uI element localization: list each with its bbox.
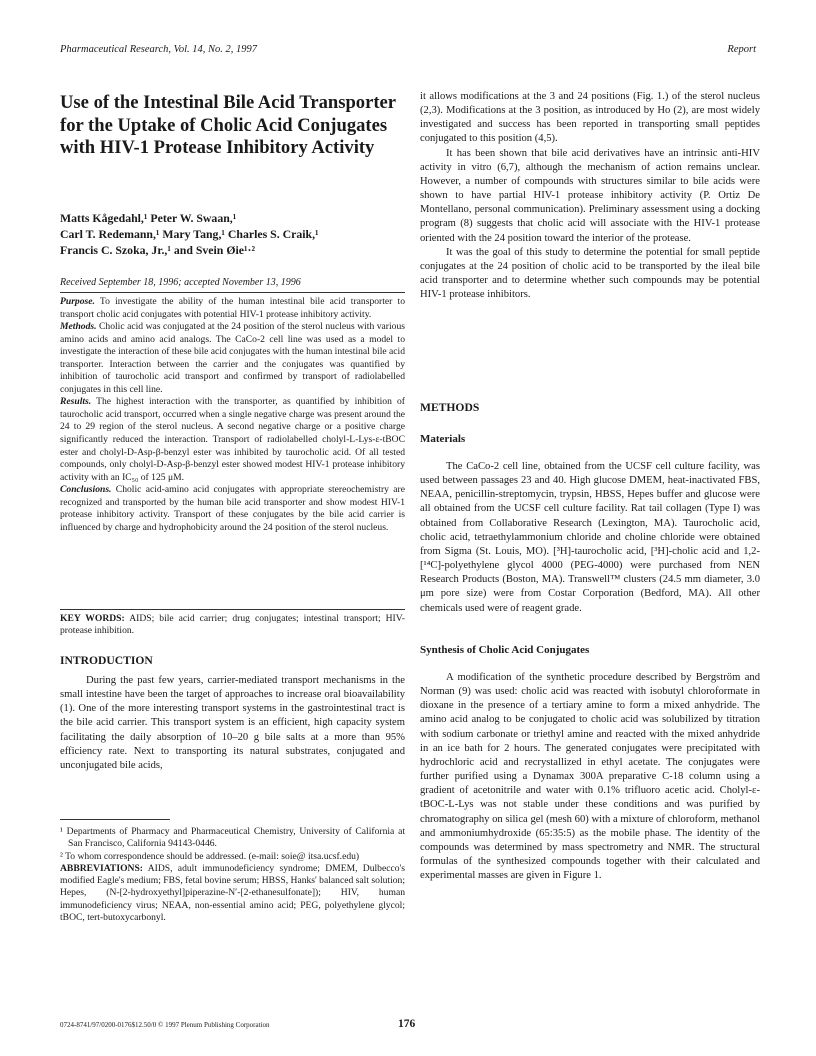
purpose-label: Purpose.	[60, 296, 95, 307]
author-line: Matts Kågedahl,¹ Peter W. Swaan,¹	[60, 211, 237, 225]
abbreviations-text: AIDS, adult immunodeficiency syndrome; DMEM, Dulbecco's modified Eagle's medium; FBS, fetal bovine serum; HBSS, Hanks' balanced salt solution; Hepes, (N-[2-hydroxyethyl]piperazine-N′-[2-ethanesulfonate]); HIV, human immunodeficiency virus; NEAA, non-essential amino acid; PEG, polyethylene glycol; tBOC, tert-butoxycarbonyl.	[60, 862, 405, 924]
author-list	[60, 210, 405, 258]
journal-header: Pharmaceutical Research, Vol. 14, No. 2, 1997	[60, 44, 258, 55]
copyright-line: 0724-8741/97/0200-0176$12.50/0 © 1997 Plenum Publishing Corporation	[60, 1021, 270, 1029]
abbreviations-label: ABBREVIATIONS:	[60, 862, 143, 874]
keywords-top-rule	[60, 609, 405, 610]
materials-heading: Materials	[420, 433, 466, 445]
keywords	[60, 613, 405, 638]
methods-heading: METHODS	[420, 401, 480, 414]
footnote-2: ² To whom correspondence should be addressed. (e-mail: soie@ itsa.ucsf.edu)	[60, 850, 360, 862]
synthesis-section	[420, 671, 760, 883]
paper-title: Use of the Intestinal Bile Acid Transporter for the Uptake of Cholic Acid Conjugates with HIV-1 Protease Inhibitory Activity	[60, 92, 396, 158]
received-date: Received September 18, 1996; accepted November 13, 1996	[60, 277, 301, 288]
page-number: 176	[398, 1018, 416, 1030]
synthesis-heading: Synthesis of Cholic Acid Conjugates	[420, 644, 590, 656]
footnotes	[60, 826, 405, 924]
introduction-heading: INTRODUCTION	[60, 654, 153, 667]
intro-paragraph-3: It was the goal of this study to determine the potential for small peptide conjugates at the 24 position of cholic acid to be transported by the ileal bile acid transporter and to determine whether such compounds may be potential HIV-1 protease inhibitors.	[420, 246, 760, 301]
introduction-paragraph: During the past few years, carrier-mediated transport mechanisms in the small intestine have been the target of approaches to increase oral bioavailability (1). One of the more interesting transport systems in the gastrointestinal tract is the bile acid carrier. This transport system is an efficient, high capacity system facilitating the daily absorption of 10–20 g bile salts at a more than 95% efficiency rate. Next to transporting its natural substrates, conjugated and unconjugated bile acids,	[60, 675, 405, 771]
conclusions-text: Cholic acid-amino acid conjugates with appropriate stereochemistry are recognized and transported by the human bile acid transporter and show modest HIV-1 protease inhibitory activity. Transport of these conjugates by the bile acid carrier is influenced by charge and hydrophobicity around the 24 position of the sterol nucleus.	[60, 484, 405, 533]
materials-section	[420, 460, 760, 616]
purpose-text: To investigate the ability of the human intestinal bile acid transporter to transport cholic acid conjugates with potential HIV-1 protease inhibitory activity.	[60, 296, 405, 320]
author-line: Francis C. Szoka, Jr.,¹ and Svein Øie¹·²	[60, 243, 256, 257]
author-line: Carl T. Redemann,¹ Mary Tang,¹ Charles S. Craik,¹	[60, 227, 319, 241]
results-label: Results.	[60, 396, 92, 408]
abstract-top-rule	[60, 292, 405, 293]
methods-text: Cholic acid was conjugated at the 24 position of the sterol nucleus with various amino acids and amino acid analogs. The CaCo-2 cell line was used as a model to investigate the interaction of these bile acid conjugates with the human intestinal bile acid transporter. Interaction between the carrier and the conjugates was quantified by inhibition of taurocholic acid transport and confirmed by transport of radiolabelled conjugates in this cell line.	[60, 321, 406, 395]
methods-label: Methods.	[60, 321, 97, 333]
abstract	[60, 296, 405, 534]
footnote-rule	[60, 819, 170, 820]
footnote-1: ¹ Departments of Pharmacy and Pharmaceutical Chemistry, University of California at San Francisco, California 94143-0446.	[60, 826, 405, 850]
intro-paragraph-2: It has been shown that bile acid derivatives have an intrinsic anti-HIV activity in vitro (6,7), although the mechanism of action remains unclear. However, a number of compounds with structures similar to bile acids were shown to have partial HIV-1 protease inhibitory activity (P. Ortiz De Montellano, personal communication). Preliminary assessment using a docking program (8) suggests that cholic acid will associate with the HIV-1 protease oriented with the 24 position toward the interior of the protease.	[420, 147, 760, 244]
article-type: Report	[727, 44, 756, 55]
introduction-body	[60, 674, 405, 773]
materials-paragraph: The CaCo-2 cell line, obtained from the UCSF cell culture facility, was used between passages 23 and 40. High glucose DMEM, heat-inactivated FBS, NEAA, penicillin-streptomycin, trypsin, HBSS, Hepes buffer and glucose were all obtained from the UCSF cell culture facility. Rat tail collagen (Type I) was obtained from Collaborative Research (Lexington, MA). Taurocholic acid, cholic acid, tetraethylammonium chloride and choline chloride were obtained from Sigma (St. Louis, MO). [³H]-taurocholic acid, [³H]-cholic acid and 1,2-[¹⁴C]-polyethylene glycol 4000 (PEG-4000) were purchased from NEN Research Products (Boston, MA). Transwell™ clusters (24.5 mm diameter, 3.0 μm pore size) were from Costar Corporation (Bedford, MA). All other chemicals used were of reagent grade.	[420, 461, 760, 614]
right-column-intro	[420, 90, 760, 302]
synthesis-paragraph: A modification of the synthetic procedure described by Bergström and Norman (9) was used: cholic acid was reacted with isobutyl chloroformate in dioxane in the presence of a tertiary amine to form a mixed anhydride. The amino acid analog to be conjugated to cholic acid was solubilized by titration with sodium carbonate or triethyl amine and reacted with the mixed anhydride in an ice bath for 2 hours. The generated conjugates were precipitated with hydrochloric acid and recrystallized in ethyl acetate. The conjugates were further purified using a Dynamax 300A preparative C-18 column using a gradient of acetonitrile and water with 0.1% trifluoro acetic acid. Cholyl-ε-tBOC-L-Lys was not stable under these conditions and was purified by chromatography on silica gel (mesh 60) with a mixture of chloroform, methanol and ammoniumhydroxide (65:35:5) as the mobile phase. The identity of the compounds was determined by mass spectrometry and NMR. The structural formulas of the synthesized compounds together with their calculated and experimental masses are given in Figure 1.	[420, 672, 760, 882]
intro-continued-paragraph: it allows modifications at the 3 and 24 positions (Fig. 1.) of the sterol nucleus (2,3). Modifications at the 3 position, as introduced by Ho (2), are most widely investigated and success has been reported in transporting small peptides conjugated to this position (4,5).	[420, 91, 760, 145]
keywords-label: KEY WORDS:	[60, 613, 125, 624]
results-text: The highest interaction with the transporter, as quantified by inhibition of taurocholic acid transport, occurred when a single negative charge was present around the 24 to 29 region of the sterol nucleus. A second negative charge or a positive charge significantly reduced the interaction. Transport of radiolabelled cholyl-L-Lys-ε-tBOC ester and cholyl-D-Asp-β-benzyl ester was inhibited by taurocholic acid. Of all tested compounds, only cholyl-D-Asp-β-benzyl ester showed modest HIV-1 protease inhibitory activity with an IC₅₀ of 125 μM.	[60, 396, 405, 483]
keywords-text: AIDS; bile acid carrier; drug conjugates; intestinal transport; HIV-protease inhibition.	[60, 613, 405, 637]
conclusions-label: Conclusions.	[60, 484, 112, 496]
